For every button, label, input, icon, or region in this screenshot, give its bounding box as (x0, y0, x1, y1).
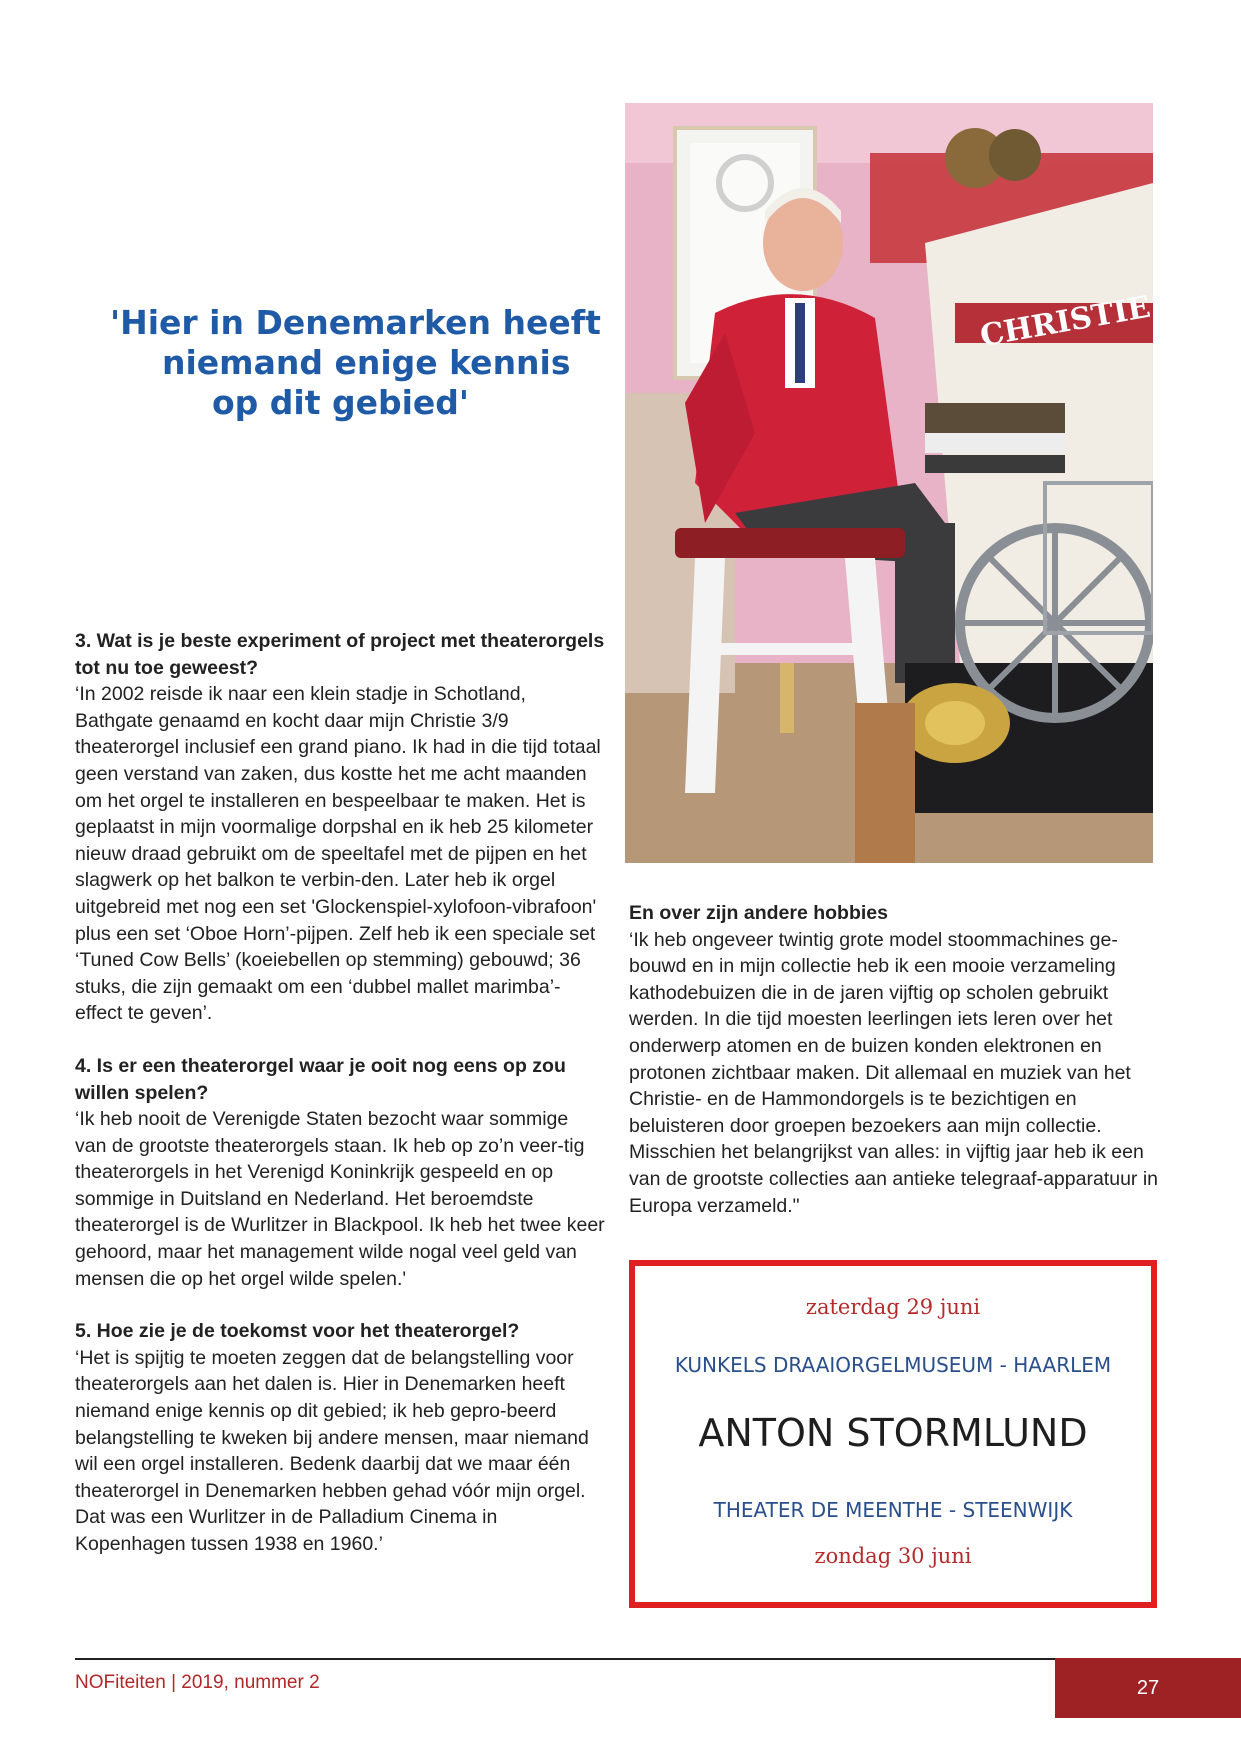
footer-divider (75, 1658, 1055, 1660)
left-column (75, 628, 605, 1584)
question-5-title: 5. Hoe zie je de toekomst voor het theaterorgel? (75, 1320, 520, 1343)
photo-organist-at-christie-organ (625, 103, 1153, 863)
question-3-answer: ‘In 2002 reisde ik naar een klein stadje in Schotland, Bathgate genaamd en kocht daar mijn Christie 3/9 theaterorgel inclusief een grand piano. Ik had in die tijd totaal geen verstand van zaken, dus kostte het me acht maanden om het orgel te installeren en bespeelbaar te maken. Het is geplaatst in mijn voormalige dorpshal en ik heb 25 kilometer nieuw draad gebruikt om de speeltafel met de pijpen en het slagwerk op het balkon te verbin-den. Later heb ik orgel uitgebreid met nog een set 'Glockenspiel-xylofoon-vibrafoon' plus een set ‘Oboe Horn’-pijpen. Zelf heb ik een speciale set ‘Tuned Cow Bells’ (koeiebellen op stemming) gebouwd; 36 stuks, die zijn gemaakt om een ‘dubbel mallet marimba’-effect te geven’. (75, 683, 601, 1025)
footer-publication: NOFiteiten | 2019, nummer 2 (75, 1672, 320, 1693)
event-date-2: zondag 30 juni (814, 1544, 972, 1568)
pull-quote (90, 303, 610, 423)
question-3 (75, 628, 605, 1027)
question-5 (75, 1318, 605, 1557)
photo-organ-label: CHRISTIE (977, 289, 1153, 355)
pull-quote-line-1: 'Hier in Denemarken heeft (110, 303, 601, 342)
pull-quote-line-3: op dit gebied' (212, 383, 470, 422)
question-4-answer: ‘Ik heb nooit de Verenigde Staten bezocht waar sommige van de grootste theaterorgels staan. Ik heb op zo’n veer-tig theaterorgels in het Verenigd Koninkrijk gespeeld en op sommige in Duitsland en Nederland. Het beroemdste theaterorgel is de Wurlitzer in Blackpool. Ik heb het twee keer gehoord, maar het management wilde nogal veel geld van mensen die op het orgel wilde spelen.' (75, 1108, 605, 1290)
page-number: 27 (1055, 1658, 1241, 1718)
event-venue-1: KUNKELS DRAAIORGELMUSEUM - HAARLEM (674, 1353, 1112, 1377)
question-5-answer: ‘Het is spijtig te moeten zeggen dat de belangstelling voor theaterorgels aan het dalen is. Hier in Denemarken heeft niemand enige kennis op dit gebied; ik heb gepro-beerd belangstelling te kweken bij andere mensen, maar niemand wil een orgel installeren. Bedenk daarbij dat we maar één theaterorgel in Denemarken hebben gehad vóór mijn orgel. Dat was een Wurlitzer in de Palladium Cinema in Kopenhagen tussen 1938 en 1960.’ (75, 1346, 589, 1555)
event-announcement (629, 1260, 1157, 1608)
right-column (629, 900, 1159, 1219)
hobbies-title: En over zijn andere hobbies (629, 902, 888, 924)
question-4-title: 4. Is er een theaterorgel waar je ooit nog eens op zou willen spelen? (75, 1054, 566, 1104)
event-venue-2: THEATER DE MEENTHE - STEENWIJK (713, 1498, 1073, 1522)
hobbies-text: ‘Ik heb ongeveer twintig grote model stoommachines ge-bouwd en in mijn collectie heb ik een mooie verzameling kathodebuizen die in de jaren vijftig op scholen gebruikt werden. In die tijd moesten leerlingen iets leren over het onderwerp atomen en de buizen konden elektronen en protonen zichtbaar maken. Dit allemaal en muziek van het Christie- en de Hammondorgels is te bezichtigen en beluisteren door groepen bezoekers aan mijn collectie. Misschien het belangrijkst van alles: in vijftig jaar heb ik een van de grootste collecties aan antieke telegraaf-apparatuur in Europa verzameld." (629, 928, 1159, 1217)
question-4 (75, 1053, 605, 1292)
pull-quote-line-2: niemand enige kennis (162, 343, 571, 382)
event-artist: ANTON STORMLUND (698, 1411, 1088, 1455)
question-3-title: 3. Wat is je beste experiment of project met theaterorgels tot nu toe geweest? (75, 630, 605, 679)
event-date-1: zaterdag 29 juni (805, 1295, 981, 1319)
